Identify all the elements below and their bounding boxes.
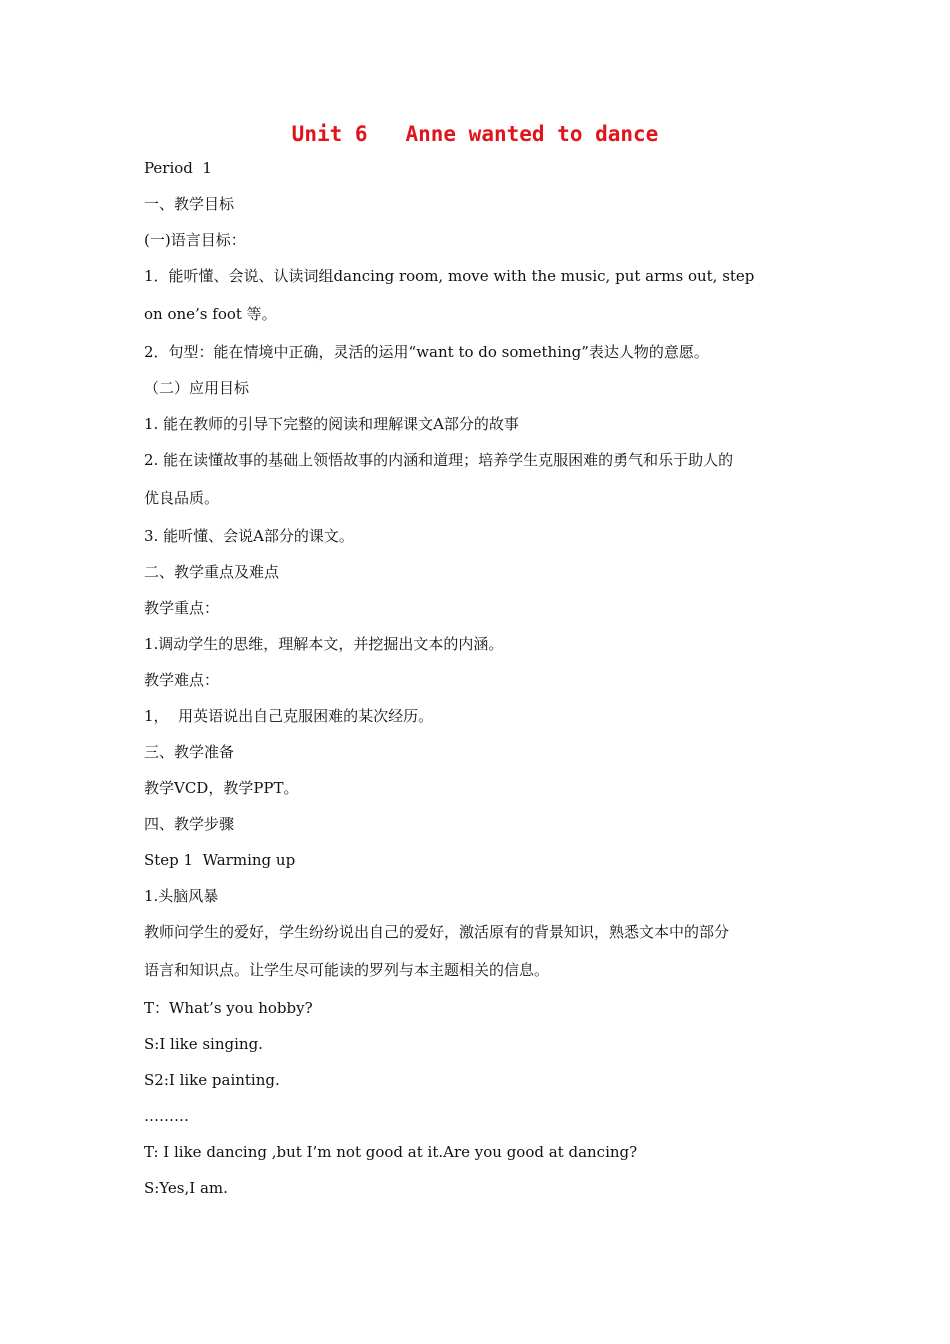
paragraph-line: 1．能听懂、会说、认读词组dancing room, move with the music, put arms out, step	[144, 267, 755, 285]
subsection-heading: （二）应用目标	[144, 379, 250, 397]
dialogue-line: T：What’s you hobby?	[144, 999, 313, 1017]
paragraph-line: 2. 能在读懂故事的基础上领悟故事的内涵和道理；培养学生克服困难的勇气和乐于助人的	[144, 451, 734, 469]
dialogue-line: T: I like dancing ,but I’m not good at it.Are you good at dancing?	[144, 1143, 638, 1161]
section-heading: 二、教学重点及难点	[144, 563, 280, 581]
dialogue-line: S:Yes,I am.	[144, 1179, 228, 1197]
paragraph-line: 教学重点：	[144, 599, 220, 617]
paragraph-line: 教师问学生的爱好，学生纷纷说出自己的爱好，激活原有的背景知识，熟悉文本中的部分	[144, 923, 730, 941]
paragraph-line: 语言和知识点。让学生尽可能读的罗列与本主题相关的信息。	[144, 961, 550, 979]
paragraph-line: 教学VCD，教学PPT。	[144, 779, 299, 797]
paragraph-line: 1.调动学生的思维，理解本文，并挖掘出文本的内涵。	[144, 635, 504, 653]
document-title: Unit 6 Anne wanted to dance	[291, 122, 659, 146]
subsection-heading: (一)语言目标：	[144, 231, 246, 249]
section-heading: 四、教学步骤	[144, 815, 235, 833]
ellipsis-line: ………	[144, 1107, 189, 1125]
document-body	[144, 150, 812, 1206]
paragraph-line: 优良品质。	[144, 489, 220, 507]
paragraph-line: 1.头脑风暴	[144, 887, 219, 905]
paragraph-line: 3. 能听懂、会说A部分的课文。	[144, 527, 354, 545]
dialogue-line: S:I like singing.	[144, 1035, 263, 1053]
paragraph-line: 教学难点：	[144, 671, 220, 689]
step-heading: Step 1 Warming up	[144, 851, 296, 869]
paragraph-line: 2．句型：能在情境中正确，灵活的运用“want to do something”表达人物的意愿。	[144, 343, 709, 361]
dialogue-line: S2:I like painting.	[144, 1071, 280, 1089]
paragraph-line: 1， 用英语说出自己克服困难的某次经历。	[144, 707, 434, 725]
period-line: Period 1	[144, 159, 212, 177]
section-heading: 一、教学目标	[144, 195, 235, 213]
section-heading: 三、教学准备	[144, 743, 235, 761]
paragraph-line: on one’s foot 等。	[144, 305, 277, 323]
paragraph-line: 1. 能在教师的引导下完整的阅读和理解课文A部分的故事	[144, 415, 519, 433]
